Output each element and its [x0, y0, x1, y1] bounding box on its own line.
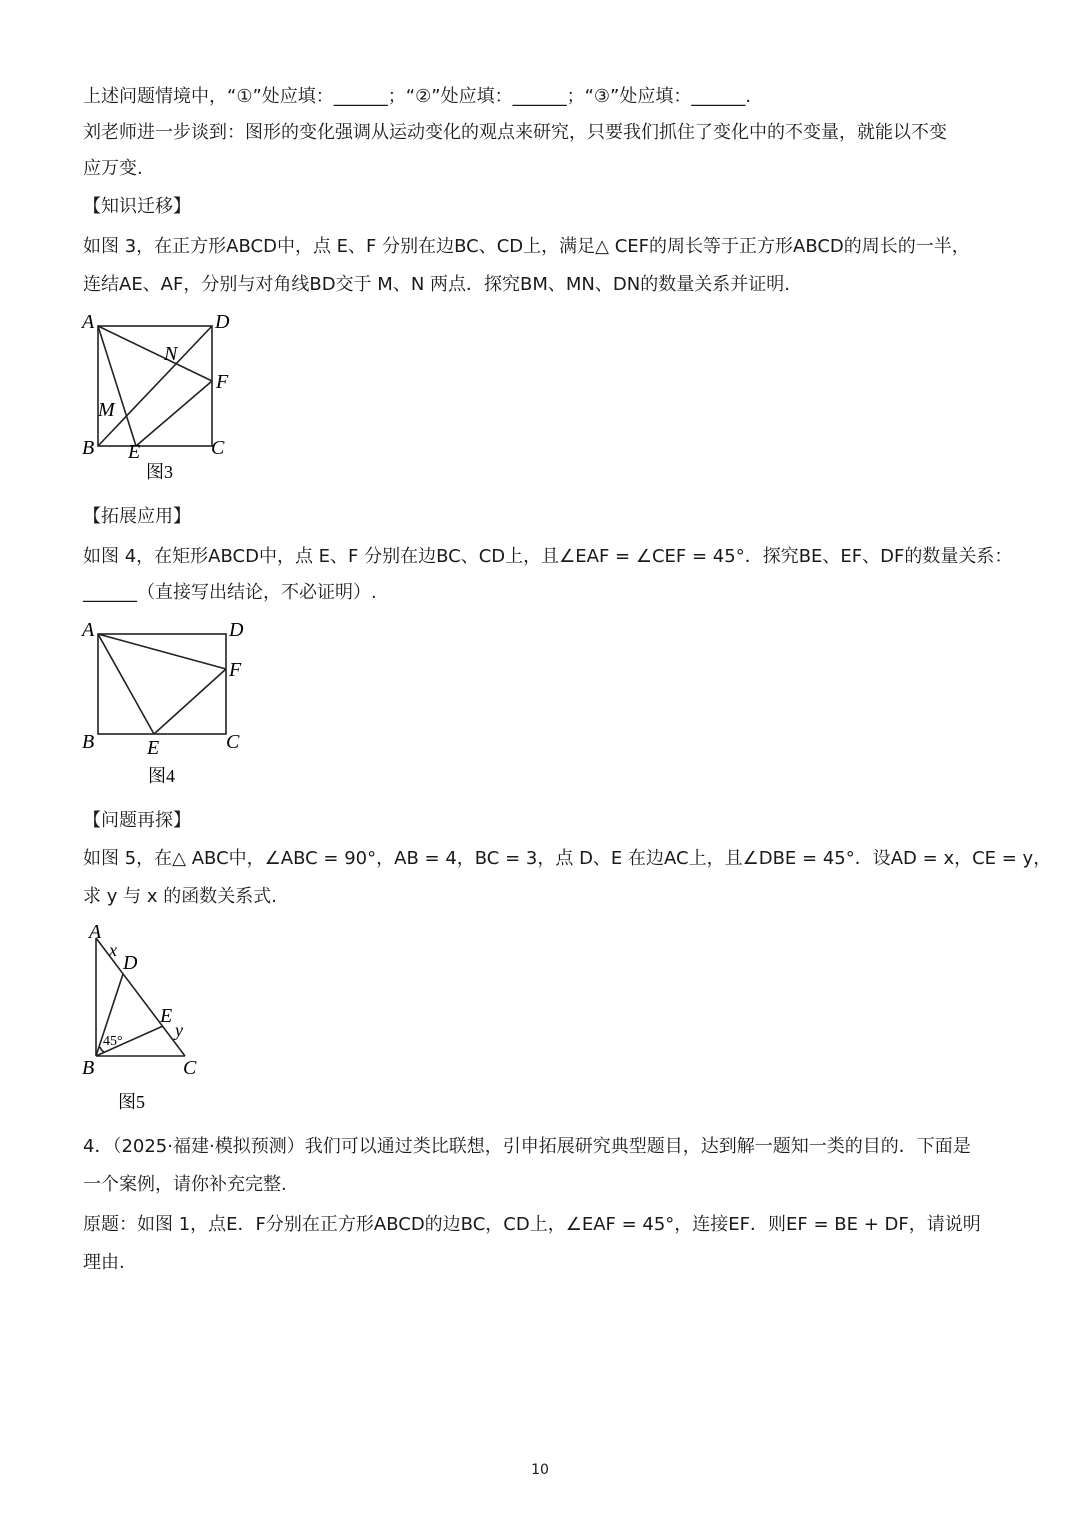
transfer-problem-line-1: 如图 3，在正方形ABCD中，点 E、F 分别在边BC、CD上，满足△ CEF的周长等于正方形ABCD的周长的一半， — [83, 236, 970, 257]
label-f: F — [216, 371, 229, 393]
label-e: E — [147, 737, 160, 759]
label-d: D — [123, 952, 138, 974]
segment-ae — [98, 326, 136, 446]
label-c: C — [211, 437, 225, 459]
heading-knowledge-transfer: 【知识迁移】 — [83, 196, 191, 217]
figure-4 — [78, 614, 258, 790]
segment-af — [98, 634, 226, 669]
transfer-problem-line-2: 连结AE、AF，分别与对角线BD交于 M、N 两点．探究BM、MN、DN的数量关系并证明. — [83, 274, 790, 295]
label-a: A — [82, 311, 95, 333]
segment-ae — [98, 634, 154, 734]
teacher-remark-line-1: 刘老师进一步谈到：图形的变化强调从运动变化的观点来研究，只要我们抓住了变化中的不变量，就能以不变 — [83, 122, 947, 143]
heading-problem-revisit: 【问题再探】 — [83, 810, 191, 831]
label-a: A — [89, 921, 102, 943]
original-problem-line-2: 理由. — [83, 1252, 125, 1273]
original-problem-line-1: 原题：如图 1，点E．F分别在正方形ABCD的边BC，CD上，∠EAF = 45°，连接EF．则EF = BE + DF，请说明 — [83, 1214, 981, 1235]
label-x: x — [109, 940, 117, 960]
figure-3-caption: 图3 — [146, 462, 173, 482]
label-d: D — [215, 311, 230, 333]
label-c: C — [226, 731, 240, 753]
question-4-line-2: 一个案例，请你补充完整. — [83, 1174, 287, 1195]
figure-3 — [78, 308, 248, 488]
teacher-remark-line-2: 应万变. — [83, 158, 143, 179]
rectangle-abcd — [98, 634, 226, 734]
figure-5 — [78, 918, 228, 1118]
question-4-line-1: 4．（2025·福建·模拟预测）我们可以通过类比联想，引申拓展研究典型题目，达到解一题知一类的目的．下面是 — [83, 1136, 971, 1157]
label-y: y — [175, 1020, 183, 1040]
revisit-problem-line-2: 求 y 与 x 的函数关系式. — [83, 886, 277, 907]
label-d: D — [229, 619, 244, 641]
label-e: E — [128, 441, 141, 463]
page-number: 10 — [531, 1462, 549, 1478]
label-a: A — [82, 619, 95, 641]
extend-problem-line-1: 如图 4，在矩形ABCD中，点 E、F 分别在边BC、CD上，且∠EAF = ∠CEF = 45°．探究BE、EF、DF的数量关系： — [83, 546, 1013, 567]
label-c: C — [183, 1057, 197, 1079]
extend-problem-line-2: ______（直接写出结论，不必证明）. — [83, 582, 377, 603]
label-f: F — [229, 659, 242, 681]
label-b: B — [82, 437, 95, 459]
revisit-problem-line-1: 如图 5，在△ ABC中，∠ABC = 90°，AB = 4，BC = 3，点 D、E 在边AC上，且∠DBE = 45°．设AD = x，CE = y， — [83, 848, 1052, 869]
figure-4-caption: 图4 — [148, 766, 175, 786]
diagonal-bd — [98, 326, 212, 446]
label-b: B — [82, 731, 95, 753]
segment-ef — [154, 669, 226, 734]
label-e: E — [160, 1005, 173, 1027]
segment-af — [98, 326, 212, 381]
angle-45-label: 45° — [103, 1034, 123, 1049]
heading-extended-application: 【拓展应用】 — [83, 506, 191, 527]
figure-5-caption: 图5 — [118, 1092, 145, 1112]
blank-answers-line: 上述问题情境中，“①”处应填：______；“②”处应填：______；“③”处应填：______. — [83, 86, 752, 107]
segment-ef — [136, 381, 212, 446]
label-b: B — [82, 1057, 95, 1079]
label-m: M — [98, 399, 115, 421]
label-n: N — [164, 343, 178, 365]
